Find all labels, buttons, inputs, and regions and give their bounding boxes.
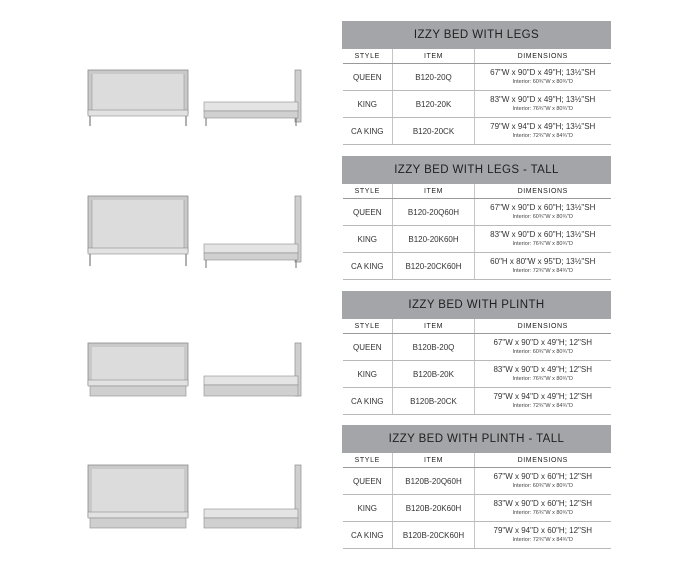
interior-text: Interior: 72¾"W x 84¾"D [512, 268, 573, 274]
dimensions-text: 79"W x 94"D x 49"H; 12"SH [493, 392, 592, 401]
table-row [343, 199, 611, 226]
row-style: CA KING [343, 522, 393, 549]
interior-text: Interior: 60¾"W x 80¾"D [512, 79, 573, 85]
row-style: KING [343, 91, 393, 118]
row-item: B120-20CK60H [393, 253, 475, 280]
row-style: QUEEN [343, 468, 393, 495]
plinth-tall-drawings [80, 425, 320, 580]
section-legs-tall [0, 150, 700, 290]
row-dimensions [475, 91, 611, 118]
row-item: B120-20Q60H [393, 199, 475, 226]
spec-table-legs-tall [342, 156, 611, 280]
col-header-style: STYLE [343, 184, 393, 199]
row-item: B120-20K [393, 91, 475, 118]
row-dimensions [475, 361, 611, 388]
dimensions-text: 83"W x 90"D x 49"H; 12"SH [493, 365, 592, 374]
row-item: B120B-20CK60H [393, 522, 475, 549]
section-plinth-tall [0, 425, 700, 580]
interior-text: Interior: 72¾"W x 84¾"D [512, 403, 573, 409]
row-dimensions [475, 388, 611, 415]
row-dimensions [475, 118, 611, 145]
table-row [343, 522, 611, 549]
table-title: IZZY BED WITH PLINTH - TALL [343, 426, 611, 453]
section-plinth [0, 290, 700, 425]
interior-text: Interior: 76¾"W x 80¾"D [512, 106, 573, 112]
bed-legs-tall-side-view [80, 150, 320, 290]
col-header-item: ITEM [393, 49, 475, 64]
col-header-item: ITEM [393, 319, 475, 334]
dimensions-text: 79"W x 94"D x 60"H; 12"SH [493, 526, 593, 535]
table-row [343, 91, 611, 118]
col-header-dimensions: DIMENSIONS [475, 49, 611, 64]
row-item: B120B-20K60H [393, 495, 475, 522]
interior-text: Interior: 76¾"W x 80¾"D [512, 376, 573, 382]
row-dimensions [475, 64, 611, 91]
interior-text: Interior: 60¾"W x 80¾"D [512, 349, 573, 355]
row-style: KING [343, 495, 393, 522]
row-style: CA KING [343, 253, 393, 280]
row-style: CA KING [343, 388, 393, 415]
plinth-drawings [80, 290, 320, 425]
dimensions-text: 67"W x 90"D x 49"H; 13½"SH [490, 68, 596, 77]
row-dimensions [475, 253, 611, 280]
table-row [343, 495, 611, 522]
row-style: QUEEN [343, 64, 393, 91]
spec-table-legs [342, 21, 611, 145]
row-dimensions [475, 522, 611, 549]
table-title: IZZY BED WITH LEGS [343, 22, 611, 49]
dimensions-text: 83"W x 90"D x 60"H; 12"SH [493, 499, 593, 508]
dimensions-text: 79"W x 94"D x 49"H; 13½"SH [490, 122, 596, 131]
table-row [343, 361, 611, 388]
col-header-style: STYLE [343, 319, 393, 334]
row-dimensions [475, 468, 611, 495]
bed-plinth-side-view [80, 290, 320, 425]
table-title: IZZY BED WITH LEGS - TALL [343, 157, 611, 184]
section-legs [0, 0, 700, 150]
row-dimensions [475, 334, 611, 361]
interior-text: Interior: 76¾"W x 80¾"D [512, 510, 573, 516]
row-style: KING [343, 226, 393, 253]
interior-text: Interior: 72¾"W x 84¾"D [512, 537, 573, 543]
bed-plinth-tall-side-view [80, 425, 320, 580]
col-header-item: ITEM [393, 184, 475, 199]
row-style: CA KING [343, 118, 393, 145]
row-item: B120-20Q [393, 64, 475, 91]
spec-table-plinth [342, 291, 611, 415]
table-row [343, 334, 611, 361]
row-item: B120B-20Q [393, 334, 475, 361]
table-row [343, 226, 611, 253]
col-header-style: STYLE [343, 49, 393, 64]
col-header-dimensions: DIMENSIONS [475, 453, 611, 468]
row-dimensions [475, 226, 611, 253]
row-style: KING [343, 361, 393, 388]
row-dimensions [475, 199, 611, 226]
legs-tall-drawings [80, 150, 320, 290]
row-style: QUEEN [343, 334, 393, 361]
dimensions-text: 67"W x 90"D x 49"H; 12"SH [493, 338, 592, 347]
interior-text: Interior: 72¾"W x 84¾"D [512, 133, 573, 139]
dimensions-text: 83"W x 90"D x 49"H; 13½"SH [490, 95, 596, 104]
table-row [343, 388, 611, 415]
dimensions-text: 67"W x 90"D x 60"H; 13½"SH [490, 203, 596, 212]
dimensions-text: 67"W x 90"D x 60"H; 12"SH [493, 472, 593, 481]
row-item: B120B-20K [393, 361, 475, 388]
legs-drawings [80, 0, 320, 150]
table-row [343, 253, 611, 280]
col-header-style: STYLE [343, 453, 393, 468]
row-dimensions [475, 495, 611, 522]
dimensions-text: 83"W x 90"D x 60"H; 13½"SH [490, 230, 596, 239]
row-item: B120-20K60H [393, 226, 475, 253]
table-row [343, 468, 611, 495]
row-item: B120B-20CK [393, 388, 475, 415]
row-style: QUEEN [343, 199, 393, 226]
row-item: B120B-20Q60H [393, 468, 475, 495]
col-header-dimensions: DIMENSIONS [475, 319, 611, 334]
interior-text: Interior: 60¾"W x 80¾"D [512, 214, 573, 220]
col-header-dimensions: DIMENSIONS [475, 184, 611, 199]
dimensions-text: 60"H x 80"W x 95"D; 13½"SH [490, 257, 596, 266]
table-row [343, 118, 611, 145]
spec-table-plinth-tall [342, 425, 611, 549]
table-row [343, 64, 611, 91]
interior-text: Interior: 76¾"W x 80¾"D [512, 241, 573, 247]
row-item: B120-20CK [393, 118, 475, 145]
col-header-item: ITEM [393, 453, 475, 468]
interior-text: Interior: 60¾"W x 80¾"D [512, 483, 573, 489]
bed-legs-side-view [80, 0, 320, 150]
table-title: IZZY BED WITH PLINTH [343, 292, 611, 319]
